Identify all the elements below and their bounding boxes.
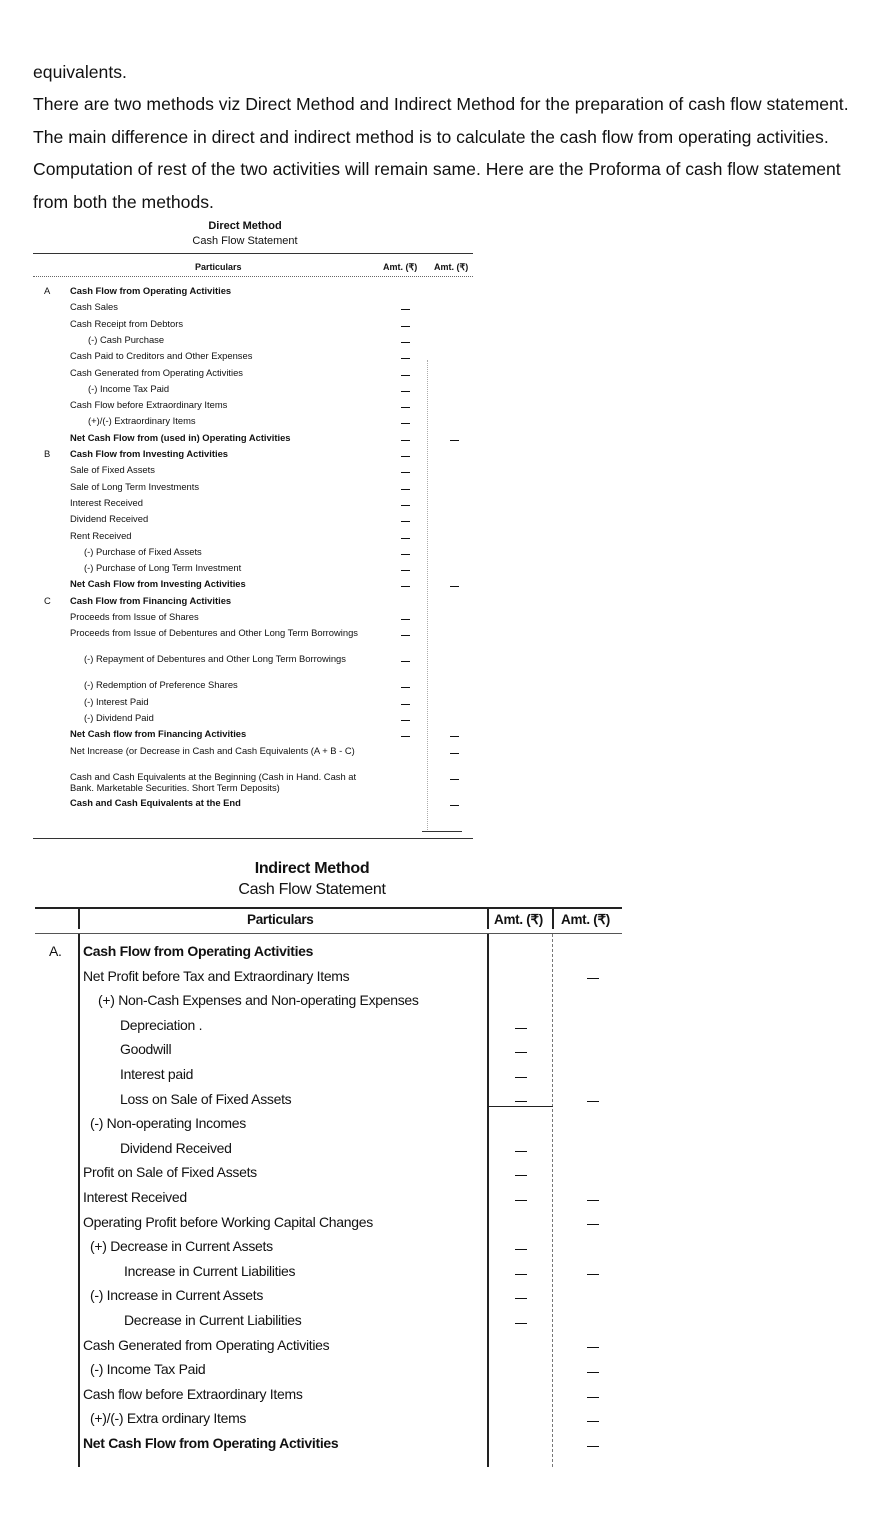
direct-amount-c2 [447, 747, 461, 758]
indirect-amount-c1 [511, 1240, 531, 1256]
indirect-method-subtitle: Cash Flow Statement [238, 881, 386, 898]
indirect-row [35, 1382, 622, 1407]
direct-row [0, 770, 872, 793]
indirect-row-label: Cash Flow from Operating Activities [83, 943, 314, 959]
indirect-amount-c1 [511, 1043, 531, 1059]
indirect-amount-c1 [511, 1019, 531, 1035]
direct-row [0, 318, 872, 334]
indirect-row-label: Decrease in Current Liabilities [124, 1312, 302, 1328]
direct-amount-c1 [398, 698, 412, 709]
direct-row-label: Sale of Fixed Assets [70, 464, 155, 476]
indirect-row [35, 1333, 622, 1358]
indirect-row-label: Cash flow before Extraordinary Items [83, 1385, 303, 1402]
direct-row-label: Net Increase (or Decrease in Cash and Cash Equivalents (A + B - C) [70, 744, 355, 756]
direct-header-rule [33, 276, 473, 277]
indirect-amount-c2 [583, 1339, 603, 1355]
indirect-divider-left-top [78, 907, 80, 929]
indirect-header-amt-1: Amt. (₹) [494, 912, 543, 927]
direct-row [0, 797, 872, 813]
indirect-amount-c2 [583, 970, 603, 986]
direct-row [0, 578, 872, 594]
dash-mark [515, 1077, 527, 1078]
dash-mark [515, 1052, 527, 1053]
direct-row [0, 334, 872, 350]
direct-amount-c1 [398, 564, 412, 575]
indirect-amount-c2 [583, 1265, 603, 1281]
direct-row-label: Cash Paid to Creditors and Other Expenses [70, 350, 253, 362]
dash-mark [401, 720, 410, 721]
dash-mark [401, 407, 410, 408]
direct-section-letter: B [44, 448, 51, 459]
indirect-row [35, 939, 622, 964]
direct-row-label: (-) Dividend Paid [84, 711, 154, 723]
direct-row-label: (-) Purchase of Fixed Assets [84, 545, 202, 557]
indirect-row-label: (-) Increase in Current Assets [90, 1287, 264, 1304]
intro-line-1: equivalents. [33, 62, 127, 82]
dash-mark [587, 1421, 599, 1422]
direct-header-amt-2: Amt. (₹) [434, 262, 469, 272]
indirect-row [35, 1308, 622, 1333]
direct-row [0, 383, 872, 399]
dash-mark [587, 1101, 599, 1102]
direct-row-label: Net Cash Flow from Investing Activities [70, 578, 246, 590]
direct-amount-c2 [447, 799, 461, 810]
indirect-amount-c2 [583, 1093, 603, 1109]
direct-method-subtitle: Cash Flow Statement [192, 235, 298, 247]
indirect-row-label: Interest Received [83, 1189, 187, 1205]
dash-mark [587, 1347, 599, 1348]
indirect-row-label: Loss on Sale of Fixed Assets [120, 1090, 292, 1107]
indirect-amount-c1 [511, 1191, 531, 1207]
indirect-row-label: Net Profit before Tax and Extraordinary Items [83, 967, 350, 984]
direct-row-label: (-) Cash Purchase [88, 333, 165, 345]
dash-mark [401, 326, 410, 327]
dash-mark [587, 1274, 599, 1275]
direct-amount-c1 [398, 336, 412, 347]
direct-row-label: Cash Flow from Investing Activities [70, 448, 229, 459]
indirect-divider-right-top [552, 907, 554, 929]
indirect-row-label: Operating Profit before Working Capital Changes [83, 1213, 373, 1230]
direct-amount-c1 [398, 613, 412, 624]
direct-row-label: Cash Flow before Extraordinary Items [70, 399, 228, 411]
direct-row [0, 653, 872, 669]
indirect-row [35, 1357, 622, 1382]
direct-amount-c1 [398, 483, 412, 494]
dash-mark [401, 704, 410, 705]
direct-amount-c2 [447, 730, 461, 741]
direct-amount-c1 [398, 515, 412, 526]
direct-row-label: Rent Received [70, 529, 132, 541]
indirect-row [35, 1037, 622, 1062]
direct-row-label: Cash Receipt from Debtors [70, 317, 184, 329]
indirect-row-label: (+) Decrease in Current Assets [90, 1238, 273, 1255]
indirect-row-label: (-) Income Tax Paid [90, 1361, 206, 1378]
indirect-row [35, 1283, 622, 1308]
dash-mark [401, 358, 410, 359]
dash-mark [515, 1101, 527, 1102]
direct-row-label: Cash Flow from Financing Activities [70, 594, 232, 606]
dash-mark [401, 586, 410, 587]
direct-row [0, 679, 872, 695]
dash-mark [515, 1323, 527, 1324]
dash-mark [450, 586, 459, 587]
direct-row-label: Cash and Cash Equivalents at the End [70, 796, 241, 808]
indirect-row [35, 1136, 622, 1161]
dash-mark [450, 736, 459, 737]
indirect-amount-c1 [511, 1093, 531, 1109]
indirect-amount-c1 [511, 1142, 531, 1158]
direct-amount-c1 [398, 369, 412, 380]
indirect-amount-c1 [511, 1068, 531, 1084]
direct-row [0, 301, 872, 317]
indirect-row [35, 1185, 622, 1210]
dash-mark [587, 978, 599, 979]
direct-row-label: (+)/(-) Extraordinary Items [88, 415, 196, 427]
direct-row [0, 745, 872, 761]
indirect-top-rule [35, 907, 622, 909]
direct-total-rule [422, 831, 462, 832]
direct-row [0, 481, 872, 497]
dash-mark [515, 1175, 527, 1176]
direct-row [0, 513, 872, 529]
dash-mark [587, 1372, 599, 1373]
direct-row-label: Proceeds from Issue of Debentures and Other Long Term Borrowings [70, 627, 358, 639]
indirect-row-label: Goodwill [120, 1041, 172, 1058]
indirect-row-label: Cash Generated from Operating Activities [83, 1336, 330, 1353]
indirect-divider-mid-top [487, 907, 489, 929]
indirect-amount-c2 [583, 1363, 603, 1379]
direct-row [0, 432, 872, 448]
indirect-row [35, 1431, 622, 1456]
direct-amount-c1 [398, 450, 412, 461]
direct-row [0, 530, 872, 546]
indirect-row [35, 988, 622, 1013]
indirect-row [35, 1406, 622, 1431]
indirect-section-letter: A. [49, 943, 62, 959]
direct-section-letter: C [44, 594, 51, 606]
indirect-amount-c2 [583, 1412, 603, 1428]
direct-row [0, 497, 872, 513]
direct-row-label: (-) Repayment of Debentures and Other Long Term Borrowings [84, 653, 346, 665]
direct-amount-c1 [398, 580, 412, 591]
direct-amount-c1 [398, 385, 412, 396]
dash-mark [401, 391, 410, 392]
direct-row-label: Cash Flow from Operating Activities [70, 285, 232, 296]
indirect-header-rule [35, 933, 622, 934]
dash-mark [401, 570, 410, 571]
indirect-amount-c2 [583, 1388, 603, 1404]
direct-amount-c1 [398, 714, 412, 725]
direct-amount-c1 [398, 629, 412, 640]
dash-mark [515, 1151, 527, 1152]
direct-row-label: Net Cash Flow from (used in) Operating Activities [70, 431, 291, 443]
indirect-row [35, 1160, 622, 1185]
dash-mark [515, 1200, 527, 1201]
indirect-amount-c2 [583, 1216, 603, 1232]
indirect-method-table [35, 907, 622, 1467]
indirect-row [35, 1087, 622, 1112]
direct-amount-c1 [398, 532, 412, 543]
dash-mark [401, 619, 410, 620]
dash-mark [587, 1200, 599, 1201]
dash-mark [515, 1274, 527, 1275]
indirect-row [35, 1210, 622, 1235]
dash-mark [587, 1397, 599, 1398]
direct-row [0, 712, 872, 728]
direct-amount-c1 [398, 730, 412, 741]
direct-row [0, 415, 872, 431]
indirect-row-label: Profit on Sale of Fixed Assets [83, 1164, 257, 1181]
indirect-row-label: (+)/(-) Extra ordinary Items [90, 1410, 247, 1427]
direct-row-label: Interest Received [70, 496, 143, 508]
indirect-amount-c1 [511, 1314, 531, 1330]
direct-amount-c1 [398, 401, 412, 412]
direct-row-label: (-) Redemption of Preference Shares [84, 679, 238, 691]
direct-row [0, 399, 872, 415]
direct-row-label: Proceeds from Issue of Shares [70, 611, 199, 622]
indirect-amount-c1 [511, 1265, 531, 1281]
direct-row-label: Dividend Received [70, 513, 149, 525]
indirect-amount-c2 [583, 1191, 603, 1207]
indirect-row-label: Depreciation . [120, 1016, 203, 1033]
direct-row [0, 562, 872, 578]
dash-mark [401, 375, 410, 376]
direct-amount-c2 [447, 773, 461, 784]
direct-amount-c1 [398, 681, 412, 692]
indirect-header-amt-2: Amt. (₹) [561, 912, 610, 927]
indirect-row [35, 1111, 622, 1136]
dash-mark [450, 440, 459, 441]
direct-row-label: (-) Purchase of Long Term Investment [84, 562, 242, 574]
direct-amount-c1 [398, 434, 412, 445]
direct-amount-c1 [398, 417, 412, 428]
direct-row-label: Cash Generated from Operating Activities [70, 366, 243, 378]
direct-amount-c1 [398, 548, 412, 559]
dash-mark [450, 779, 459, 780]
direct-row [0, 595, 872, 611]
direct-amount-c1 [398, 303, 412, 314]
indirect-row-label: Dividend Received [120, 1139, 232, 1156]
direct-amount-c2 [447, 434, 461, 445]
indirect-row [35, 1234, 622, 1259]
direct-row [0, 728, 872, 744]
direct-row [0, 285, 872, 301]
dash-mark [401, 661, 410, 662]
dash-mark [401, 472, 410, 473]
indirect-amount-c1 [511, 1166, 531, 1182]
dash-mark [587, 1446, 599, 1447]
dash-mark [587, 1224, 599, 1225]
direct-amount-c1 [398, 320, 412, 331]
direct-method-title: Direct Method [208, 220, 282, 232]
direct-header-amt-1: Amt. (₹) [383, 262, 418, 272]
indirect-header-particulars: Particulars [247, 912, 314, 927]
indirect-row-label: Interest paid [120, 1066, 194, 1082]
indirect-amount-c1 [511, 1289, 531, 1305]
indirect-method-title: Indirect Method [254, 860, 370, 877]
intro-paragraph: There are two methods viz Direct Method and Indirect Method for the preparation of cash flow statement. The main difference in direct and indirect method is to calculate the cash flow from operating activities. Computation of rest of the two activities will remain same. Here are the Proforma of cash flow statement from both the methods. [33, 94, 849, 212]
dash-mark [515, 1298, 527, 1299]
direct-row [0, 696, 872, 712]
direct-row-label: Net Cash flow from Financing Activities [70, 728, 247, 740]
direct-amount-c1 [398, 655, 412, 666]
direct-amount-c2 [447, 580, 461, 591]
direct-row [0, 350, 872, 366]
direct-section-letter: A [44, 285, 51, 296]
indirect-row [35, 1259, 622, 1284]
direct-row [0, 627, 872, 643]
direct-row-label: Cash Sales [70, 301, 118, 313]
dash-mark [401, 342, 410, 343]
dash-mark [450, 753, 459, 754]
direct-row-label: (-) Interest Paid [84, 695, 149, 707]
indirect-amount-c2 [583, 1437, 603, 1453]
indirect-row-label: Net Cash Flow from Operating Activities [83, 1435, 339, 1451]
direct-amount-c1 [398, 499, 412, 510]
direct-top-rule [33, 253, 473, 254]
direct-row [0, 464, 872, 480]
direct-bottom-rule [33, 838, 473, 839]
indirect-row [35, 1013, 622, 1038]
direct-row [0, 546, 872, 562]
dash-mark [401, 736, 410, 737]
dash-mark [401, 521, 410, 522]
direct-amount-c1 [398, 352, 412, 363]
direct-row [0, 611, 872, 627]
dash-mark [401, 456, 410, 457]
direct-header-particulars: Particulars [195, 262, 242, 272]
indirect-row [35, 964, 622, 989]
dash-mark [401, 309, 410, 310]
indirect-row-label: (+) Non-Cash Expenses and Non-operating Expenses [98, 992, 419, 1009]
dash-mark [450, 805, 459, 806]
dash-mark [401, 635, 410, 636]
dash-mark [401, 423, 410, 424]
indirect-row-label: Increase in Current Liabilities [124, 1262, 296, 1279]
indirect-row-label: (-) Non-operating Incomes [90, 1115, 246, 1132]
dash-mark [401, 505, 410, 506]
direct-row-label: Sale of Long Term Investments [70, 480, 200, 492]
direct-row [0, 367, 872, 383]
dash-mark [515, 1249, 527, 1250]
dash-mark [401, 440, 410, 441]
dash-mark [515, 1028, 527, 1029]
dash-mark [401, 489, 410, 490]
dash-mark [401, 554, 410, 555]
direct-row-label: Cash and Cash Equivalents at the Beginning (Cash in Hand. Cash at Bank. Marketable Securities. Short Term Deposits) [70, 770, 357, 793]
direct-amount-c1 [398, 466, 412, 477]
direct-row [0, 448, 872, 464]
dash-mark [401, 687, 410, 688]
dash-mark [401, 538, 410, 539]
direct-row-label: (-) Income Tax Paid [88, 382, 170, 394]
indirect-row [35, 1062, 622, 1087]
